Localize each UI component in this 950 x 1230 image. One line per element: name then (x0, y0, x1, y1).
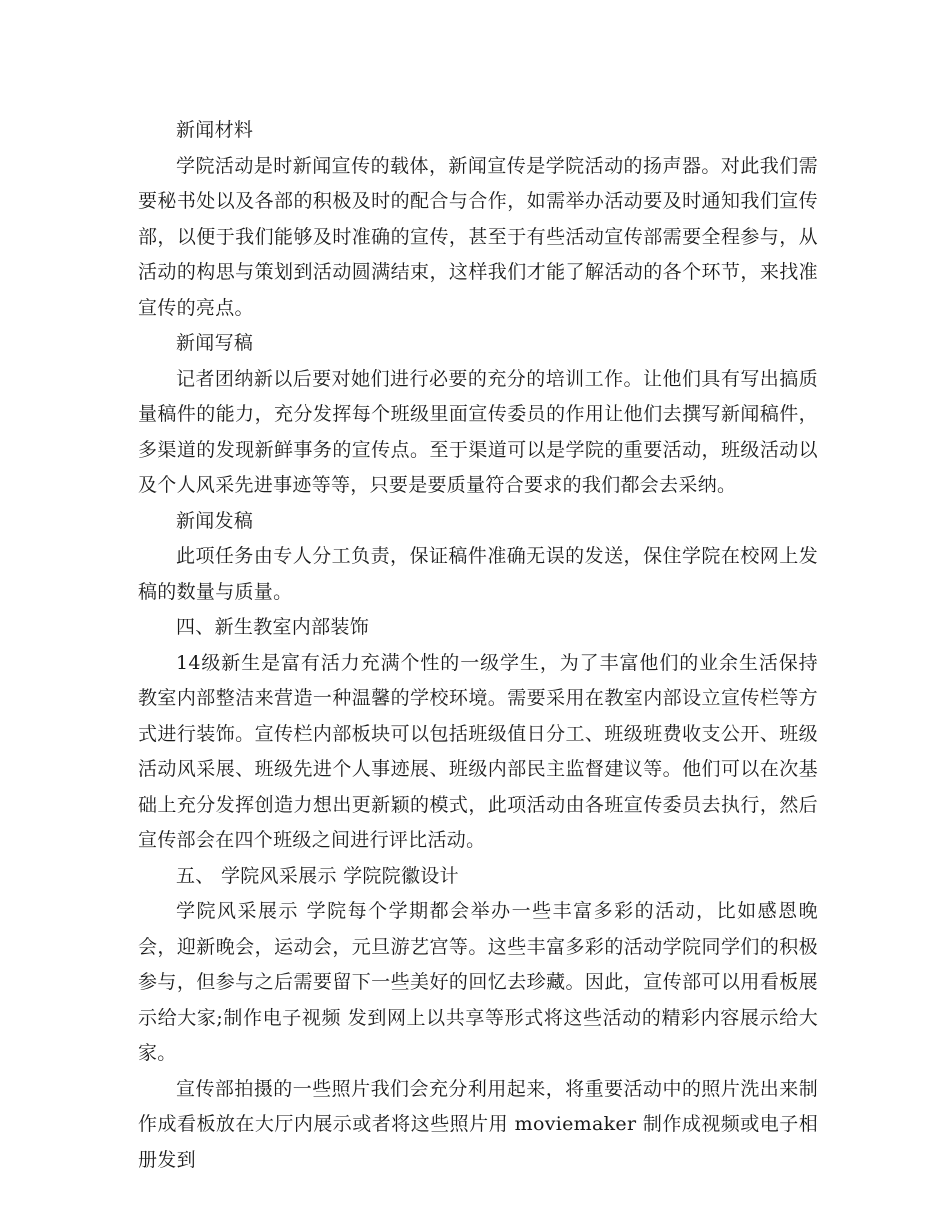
paragraph-news-publishing: 此项任务由专人分工负责，保证稿件准确无误的发送，保住学院在校网上发稿的数量与质量。 (138, 545, 818, 603)
paragraph-news-writing: 记者团纳新以后要对她们进行必要的充分的培训工作。让他们具有写出搞质量稿件的能力，充分发挥每个班级里面宣传委员的作用让他们去撰写新闻稿件，多渠道的发现新鲜事务的宣传点。至于渠道可以是学院的重要活动，班级活动以及个人风采先进事迹等等，只要是要质量符合要求的我们都会去采纳。 (138, 367, 818, 496)
heading-news-writing: 新闻写稿 (176, 332, 254, 354)
heading-section-four: 四、新生教室内部装饰 (176, 616, 370, 638)
paragraph-college-showcase: 学院风采展示 学院每个学期都会举办一些丰富多彩的活动，比如感恩晚会，迎新晚会，运动会，元旦游艺宫等。这些丰富多彩的活动学院同学们的积极参与，但参与之后需要留下一些美好的回忆去珍藏。因此，宣传部可以用看板展示给大家;制作电子视频 发到网上以共享等形式将这些活动的精彩内容展示给大家。 (138, 900, 818, 1064)
paragraph-classroom-decoration: 14级新生是富有活力充满个性的一级学生，为了丰富他们的业余生活保持教室内部整洁来营造一种温馨的学校环境。需要采用在教室内部设立宣传栏等方式进行装饰。宣传栏内部板块可以包括班级值日分工、班级班费收支公开、班级活动风采展、班级先进个人事迹展、班级内部民主监督建议等。他们可以在次基础上充分发挥创造力想出更新颖的模式，此项活动由各班宣传委员去执行，然后宣传部会在四个班级之间进行评比活动。 (138, 651, 818, 851)
paragraph-photo-usage: 宣传部拍摄的一些照片我们会充分利用起来，将重要活动中的照片洗出来制作成看板放在大厅内展示或者将这些照片用 moviemaker 制作成视频或电子相册发到 (138, 1077, 818, 1171)
heading-news-materials: 新闻材料 (176, 119, 254, 141)
document-body (138, 113, 818, 1178)
heading-section-five: 五、 学院风采展示 学院院徽设计 (176, 864, 459, 887)
heading-news-publishing: 新闻发稿 (176, 509, 254, 532)
paragraph-news-materials: 学院活动是时新闻宣传的载体，新闻宣传是学院活动的扬声器。对此我们需要秘书处以及各部的积极及时的配合与合作，如需举办活动要及时通知我们宣传部，以便于我们能够及时准确的宣传，甚至于有些活动宣传部需要全程参与，从活动的构思与策划到活动圆满结束，这样我们才能了解活动的各个环节，来找准宣传的亮点。 (138, 154, 818, 319)
